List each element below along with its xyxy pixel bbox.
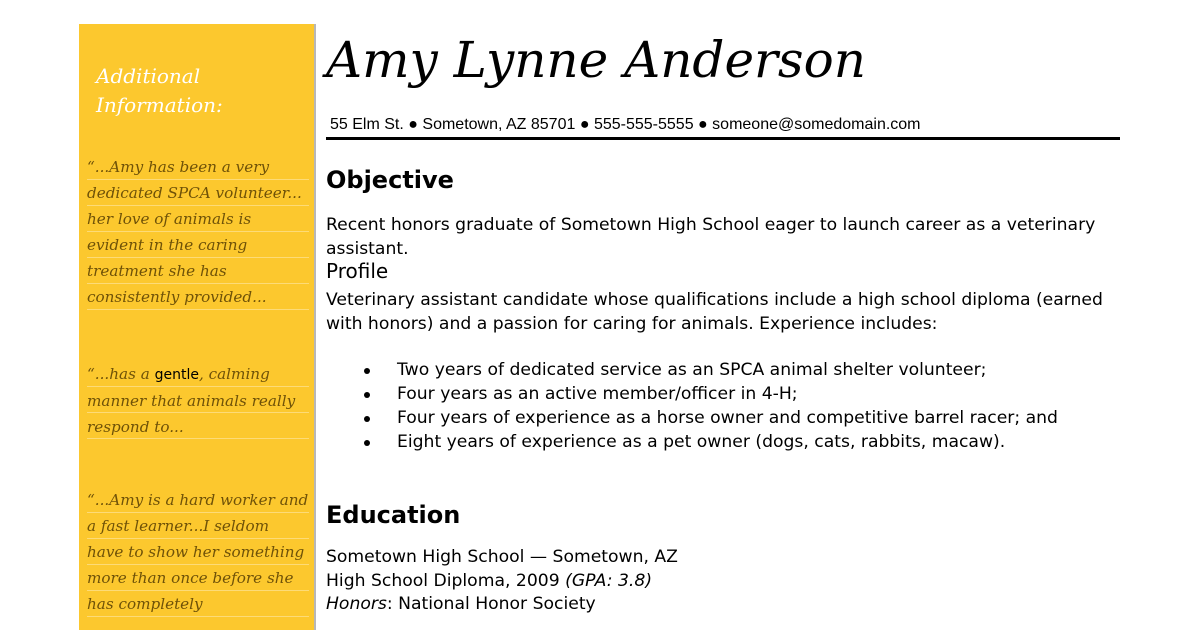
education-details [326,546,1126,617]
testimonial-quote-1: “...Amy has been a very dedicated SPCA volunteer... her love of animals is evident in the caring treatment she has consistently provided... [87,154,309,310]
bullet-icon [364,440,370,446]
objective-text: Recent honors graduate of Sometown High School eager to launch career as a veterinary assistant. [326,215,1096,259]
sidebar-panel [79,24,316,630]
separator-dot: ● [579,116,590,133]
phone: 555-555-5555 [593,116,694,133]
honors-line: Honors: National Honor Society [326,594,596,614]
candidate-name: Amy Lynne Anderson [326,31,866,89]
bullet-icon [364,416,370,422]
school-line: Sometown High School — Sometown, AZ [326,547,678,567]
bullet-icon [364,392,370,398]
profile-text: Veterinary assistant candidate whose qualifications include a high school diploma (earned with honors) and a passion for caring for animals. Experience includes: [326,290,1103,334]
email: someone@somedomain.com [712,116,921,133]
list-item: Four years of experience as a horse owner and competitive barrel racer; and [326,406,1126,430]
separator-dot: ● [408,116,418,133]
experience-list [326,358,1126,454]
list-item: Eight years of experience as a pet owner (dogs, cats, rabbits, macaw). [326,430,1126,454]
diploma-line: High School Diploma, 2009 (GPA: 3.8) [326,570,653,591]
contact-line [330,116,921,134]
address: 55 Elm St. [330,116,404,133]
list-item: Two years of dedicated service as an SPCA animal shelter volunteer; [326,358,1126,382]
profile-heading: Profile [326,259,389,283]
city: Sometown, AZ 85701 [422,116,576,133]
header-rule [326,137,1120,140]
objective-heading: Objective [326,166,454,194]
honors-label: Honors [326,594,387,614]
highlight-word: gentle [154,367,199,383]
testimonial-quote-2: “...has a gentle, calming manner that animals really respond to... [87,361,309,440]
bullet-icon [364,368,370,374]
education-heading: Education [326,501,461,529]
gpa: (GPA: 3.8) [565,570,653,591]
list-item: Four years as an active member/officer in 4-H; [326,382,1126,406]
testimonial-quote-3: “...Amy is a hard worker and a fast learner...I seldom have to show her something more than once before she has completely [87,487,309,617]
separator-dot: ● [698,116,708,133]
sidebar-title: Additional Information: [96,64,223,117]
